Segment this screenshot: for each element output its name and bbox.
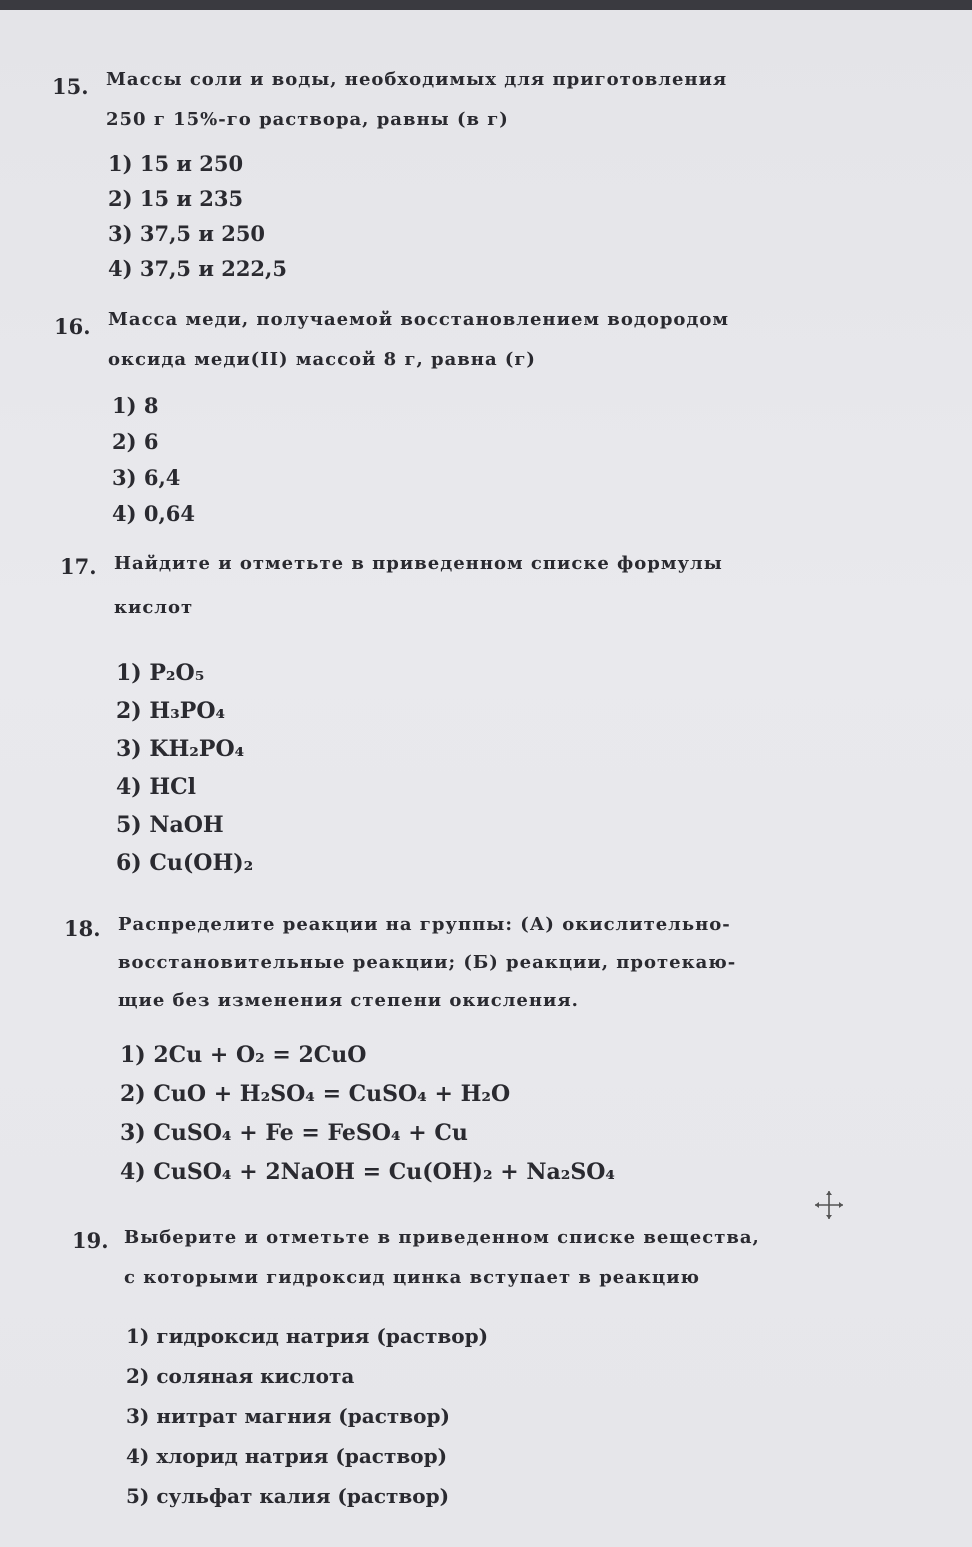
option[interactable]: 3) 37,5 и 250	[108, 221, 266, 246]
question-text	[108, 300, 729, 380]
option[interactable]: 3) 6,4	[112, 465, 181, 490]
option[interactable]: 4) хлорид натрия (раствор)	[126, 1444, 448, 1468]
question-line: с которыми гидроксид цинка вступает в реакцию	[124, 1267, 700, 1288]
option[interactable]: 5) NaOH	[116, 812, 224, 838]
question-line: Выберите и отметьте в приведенном списке вещества,	[124, 1227, 760, 1248]
option[interactable]: 1) 15 и 250	[108, 151, 244, 176]
question-number: 19.	[72, 1228, 109, 1253]
options-list	[120, 1036, 615, 1192]
option[interactable]: 2) 6	[112, 429, 159, 454]
question-text	[106, 60, 727, 140]
question-text	[114, 542, 723, 630]
option[interactable]: 3) KH₂PO₄	[116, 736, 245, 762]
option[interactable]: 1) 2Cu + O₂ = 2CuO	[120, 1042, 367, 1068]
option[interactable]: 2) 15 и 235	[108, 186, 244, 211]
options-list	[126, 1316, 488, 1516]
option[interactable]: 3) CuSO₄ + Fe = FeSO₄ + Cu	[120, 1120, 468, 1146]
question-line: Масса меди, получаемой восстановлением водородом	[108, 309, 730, 330]
option[interactable]: 4) CuSO₄ + 2NaOH = Cu(OH)₂ + Na₂SO₄	[120, 1159, 616, 1185]
option[interactable]: 6) Cu(OH)₂	[116, 850, 254, 876]
options-list	[108, 146, 287, 286]
option[interactable]: 1) P₂O₅	[116, 660, 205, 686]
photo-top-edge	[0, 0, 972, 10]
question-number: 17.	[60, 554, 97, 579]
option[interactable]: 4) HCl	[116, 774, 197, 800]
option[interactable]: 2) H₃PO₄	[116, 698, 226, 724]
option[interactable]: 1) гидроксид натрия (раствор)	[126, 1324, 489, 1348]
option[interactable]: 3) нитрат магния (раствор)	[126, 1404, 450, 1428]
option[interactable]: 4) 0,64	[112, 501, 196, 526]
question-number: 18.	[64, 916, 101, 941]
option[interactable]: 4) 37,5 и 222,5	[108, 256, 287, 281]
question-line: оксида меди(II) массой 8 г, равна (г)	[108, 349, 536, 370]
question-line: Найдите и отметьте в приведенном списке формулы	[114, 553, 723, 574]
question-line: 250 г 15%-го раствора, равны (в г)	[106, 109, 509, 130]
question-line: восстановительные реакции; (Б) реакции, протекаю-	[118, 952, 737, 973]
question-line: Массы соли и воды, необходимых для приготовления	[106, 69, 728, 90]
question-line: щие без изменения степени окисления.	[118, 990, 579, 1011]
option[interactable]: 5) сульфат калия (раствор)	[126, 1484, 450, 1508]
question-text	[118, 906, 736, 1020]
option[interactable]: 2) CuO + H₂SO₄ = CuSO₄ + H₂O	[120, 1081, 511, 1107]
question-number: 16.	[54, 314, 91, 339]
options-list	[116, 654, 253, 882]
question-line: Распределите реакции на группы: (А) окислительно-	[118, 914, 731, 935]
question-text	[124, 1218, 760, 1298]
question-line: кислот	[114, 597, 194, 618]
move-cursor-icon	[812, 1188, 846, 1222]
question-number: 15.	[52, 74, 89, 99]
option[interactable]: 2) соляная кислота	[126, 1364, 355, 1388]
option[interactable]: 1) 8	[112, 393, 159, 418]
options-list	[112, 388, 195, 532]
